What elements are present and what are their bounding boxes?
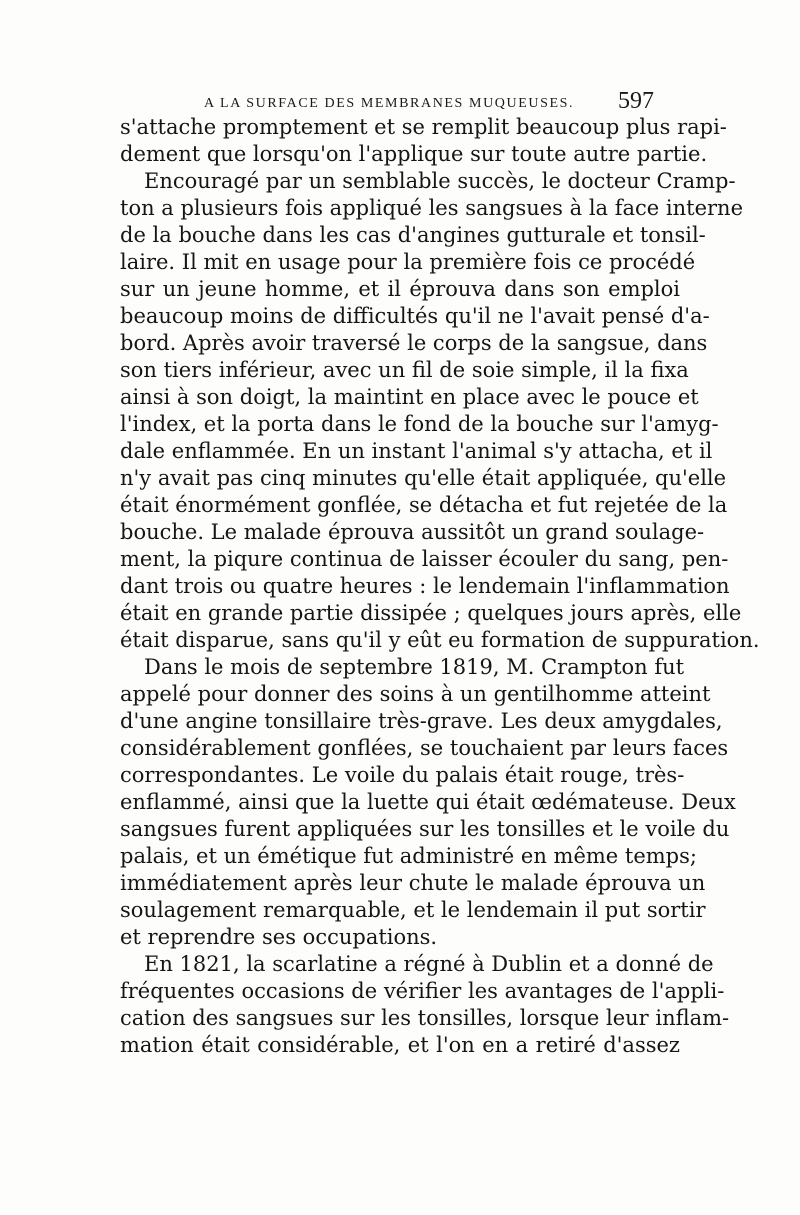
- text-line: dement que lorsqu'on l'applique sur toute autre partie.: [120, 142, 708, 166]
- text-line: et reprendre ses occupations.: [120, 925, 438, 949]
- text-line: immédiatement après leur chute le malade éprouva un: [120, 871, 706, 895]
- text-line: ment, la piqure continua de laisser écouler du sang, pen-: [120, 547, 729, 571]
- text-line: beaucoup moins de difficultés qu'il ne l'avait pensé d'a-: [120, 304, 710, 328]
- text-line: Dans le mois de septembre 1819, M. Crampton fut: [144, 655, 685, 679]
- text-line: cation des sangsues sur les tonsilles, lorsque leur inflam-: [120, 1006, 730, 1030]
- text-line: ainsi à son doigt, la maintint en place avec le pouce et: [120, 385, 699, 409]
- text-line: palais, et un émétique fut administré en même temps;: [120, 844, 697, 868]
- text-line: soulagement remarquable, et le lendemain il put sortir: [120, 898, 706, 922]
- text-line: bouche. Le malade éprouva aussitôt un grand soulage-: [120, 520, 705, 544]
- text-line: sangsues furent appliquées sur les tonsilles et le voile du: [120, 817, 730, 841]
- page-number: 597: [618, 88, 654, 114]
- text-line: était en grande partie dissipée ; quelques jours après, elle: [120, 601, 742, 625]
- text-line: s'attache promptement et se remplit beaucoup plus rapi-: [120, 115, 727, 139]
- text-line: l'index, et la porta dans le fond de la bouche sur l'amyg-: [120, 412, 719, 436]
- text-line: ton a plusieurs fois appliqué les sangsues à la face interne: [120, 196, 743, 220]
- text-line: était énormément gonflée, se détacha et fut rejetée de la: [120, 493, 728, 517]
- text-line: d'une angine tonsillaire très-grave. Les deux amygdales,: [120, 709, 723, 733]
- text-line: fréquentes occasions de vérifier les avantages de l'appli-: [120, 979, 725, 1003]
- text-line: Encouragé par un semblable succès, le docteur Cramp-: [144, 169, 736, 193]
- body-text: [120, 114, 760, 1059]
- text-line: appelé pour donner des soins à un gentilhomme atteint: [120, 682, 711, 706]
- text-line: correspondantes. Le voile du palais était rouge, très-: [120, 763, 685, 787]
- text-line: était disparue, sans qu'il y eût eu formation de suppuration.: [120, 628, 760, 652]
- text-line: dale enflammée. En un instant l'animal s'y attacha, et il: [120, 439, 713, 463]
- text-line: considérablement gonflées, se touchaient par leurs faces: [120, 736, 729, 760]
- text-line: sur un jeune homme, et il éprouva dans son emploi: [120, 277, 680, 301]
- text-line: mation était considérable, et l'on en a retiré d'assez: [120, 1033, 680, 1057]
- running-title: A LA SURFACE DES MEMBRANES MUQUEUSES.: [204, 96, 575, 111]
- text-line: de la bouche dans les cas d'angines gutturale et tonsil-: [120, 223, 706, 247]
- text-line: En 1821, la scarlatine a régné à Dublin et a donné de: [144, 952, 714, 976]
- text-line: n'y avait pas cinq minutes qu'elle était appliquée, qu'elle: [120, 466, 727, 490]
- text-line: dant trois ou quatre heures : le lendemain l'inflammation: [120, 574, 730, 598]
- text-line: son tiers inférieur, avec un fil de soie simple, il la fixa: [120, 358, 689, 382]
- text-line: laire. Il mit en usage pour la première fois ce procédé: [120, 250, 696, 274]
- text-line: enflammé, ainsi que la luette qui était œdémateuse. Deux: [120, 790, 736, 814]
- text-line: bord. Après avoir traversé le corps de la sangsue, dans: [120, 331, 708, 355]
